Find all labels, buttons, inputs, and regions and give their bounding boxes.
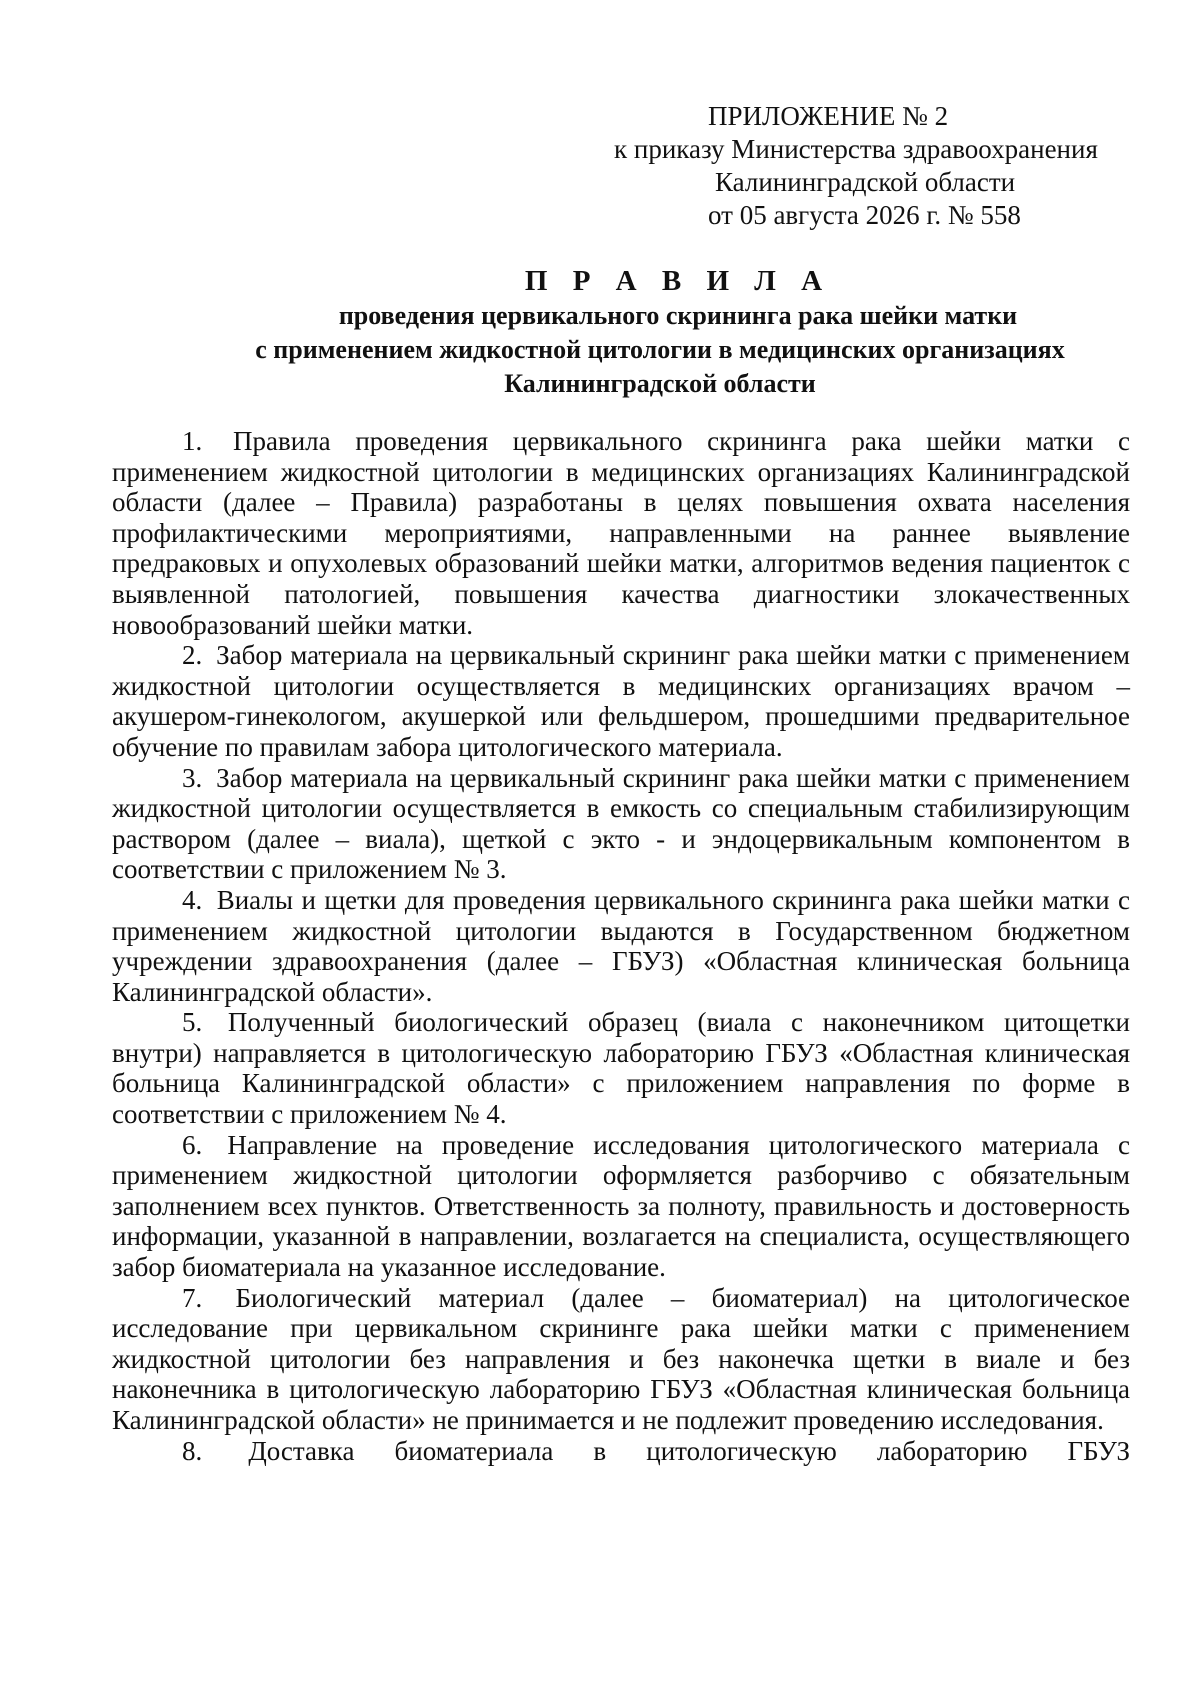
paragraph-number: 6. xyxy=(182,1129,203,1160)
paragraph-5 xyxy=(112,1007,1130,1129)
paragraph-2 xyxy=(112,640,1130,762)
document-title xyxy=(120,263,1200,401)
paragraph-text: Виалы и щетки для проведения цервикального скрининга рака шейки матки с применением жидкостной цитологии выдаются в Государственном бюджетном учреждении здравоохранения (далее – ГБУЗ) «Областная клиническая больница Калининградской области». xyxy=(112,884,1130,1007)
paragraph-3 xyxy=(112,763,1130,885)
paragraph-number: 3. xyxy=(182,762,203,793)
paragraph-number: 8. xyxy=(182,1435,203,1466)
title-subtitle-line-2: с применением жидкостной цитологии в медицинских организациях xyxy=(255,335,1065,364)
title-subtitle-line-3: Калининградской области xyxy=(504,369,816,398)
paragraph-number: 4. xyxy=(182,884,203,915)
paragraph-text: Правила проведения цервикального скрининга рака шейки матки с применением жидкостной цитологии в медицинских организациях Калининградской области (далее – Правила) разработаны в целях повышения охвата населения профилактическими мероприятиями, направленными на раннее выявление предраковых и опухолевых образований шейки матки, алгоритмов ведения пациенток с выявленной патологией, повышения качества диагностики злокачественных новообразований шейки матки. xyxy=(112,426,1130,640)
paragraph-text: Забор материала на цервикальный скрининг рака шейки матки с применением жидкостной цитологии осуществляется в емкость со специальным стабилизирующим раствором (далее – виала), щеткой с экто - и эндоцервикальным компонентом в соответствии с приложением № 3. xyxy=(112,762,1130,885)
appendix-region: Калининградской области xyxy=(715,167,1016,197)
paragraph-number: 7. xyxy=(182,1282,203,1313)
paragraph-number: 2. xyxy=(182,640,203,671)
document-body xyxy=(112,426,1130,1466)
appendix-date-number: от 05 августа 2026 г. № 558 xyxy=(708,200,1021,230)
paragraph-4 xyxy=(112,885,1130,1007)
title-subtitle-line-1: проведения цервикального скрининга рака шейки матки xyxy=(338,301,1018,330)
paragraph-text: Биологический материал (далее – биоматериал) на цитологическое исследование при цервикальном скрининге рака шейки матки с применением жидкостной цитологии без направления и без наконечка щетки в виале и без наконечника в цитологическую лабораторию ГБУЗ «Областная клиническая больница Калининградской области» не принимается и не подлежит проведению исследования. xyxy=(112,1282,1131,1435)
title-main: П Р А В И Л А xyxy=(524,265,832,297)
appendix-order-ref: к приказу Министерства здравоохранения xyxy=(614,134,1098,164)
paragraph-6 xyxy=(112,1130,1130,1283)
appendix-header xyxy=(560,100,1120,232)
paragraph-1 xyxy=(112,426,1130,640)
paragraph-number: 5. xyxy=(182,1007,203,1038)
paragraph-text: Забор материала на цервикальный скрининг рака шейки матки с применением жидкостной цитологии осуществляется в медицинских организациях врачом – акушером-гинекологом, акушеркой или фельдшером, прошедшими предварительное обучение по правилам забора цитологического материала. xyxy=(112,640,1130,762)
paragraph-text: Полученный биологический образец (виала с наконечником цитощетки внутри) направляется в цитологическую лабораторию ГБУЗ «Областная клиническая больница Калининградской области» с приложением направления по форме в соответствии с приложением № 4. xyxy=(112,1007,1131,1130)
paragraph-number: 1. xyxy=(182,426,203,456)
paragraph-text: Доставка биоматериала в цитологическую лабораторию ГБУЗ xyxy=(248,1435,1131,1466)
paragraph-8 xyxy=(112,1436,1130,1467)
paragraph-7 xyxy=(112,1283,1130,1436)
appendix-number: ПРИЛОЖЕНИЕ № 2 xyxy=(708,101,949,131)
paragraph-text: Направление на проведение исследования цитологического материала с применением жидкостной цитологии оформляется разборчиво с обязательным заполнением всех пунктов. Ответственность за полноту, правильность и достоверность информации, указанной в направлении, возлагается на специалиста, осуществляющего забор биоматериала на указанное исследование. xyxy=(112,1129,1130,1283)
